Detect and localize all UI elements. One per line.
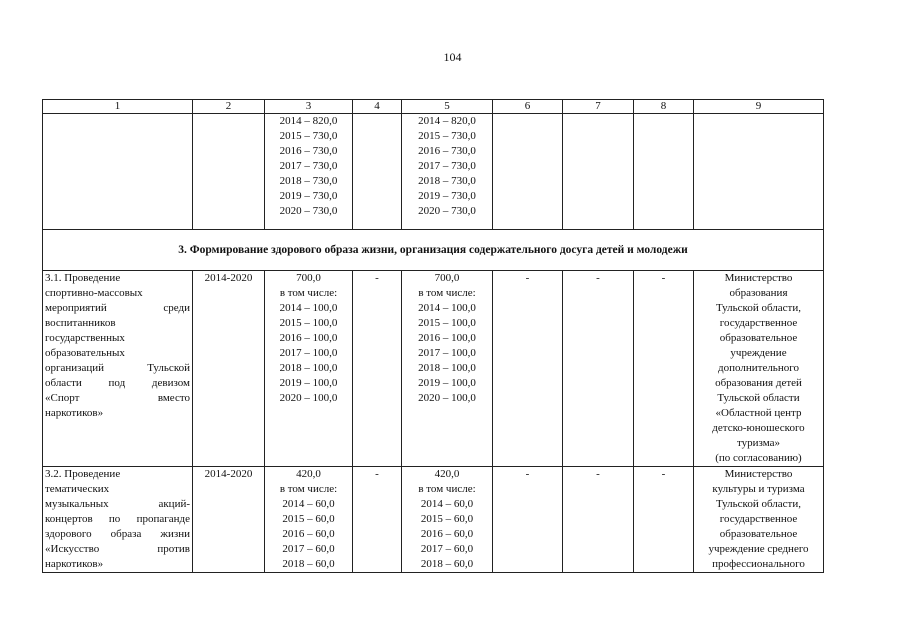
text-line: туризма» — [736, 437, 780, 449]
text-line: организаций Тульской — [45, 362, 190, 374]
text-line: 2015 – 100,0 — [279, 317, 338, 329]
text-line: здорового образа жизни — [45, 528, 190, 540]
text-line: 3.1. Проведение — [45, 272, 121, 284]
regional-funding — [402, 467, 493, 573]
text-line: в том числе: — [418, 287, 476, 299]
text-line: в том числе: — [418, 483, 476, 495]
text-line: 2015 – 100,0 — [418, 317, 476, 329]
program-table — [42, 99, 824, 573]
text-line: 700,0 — [434, 272, 460, 284]
col8-value: - — [634, 467, 694, 573]
text-line: 420,0 — [434, 468, 460, 480]
text-line: культуры и туризма — [712, 483, 805, 495]
text-line: 2016 – 100,0 — [418, 332, 476, 344]
text-line: области под девизом — [45, 377, 190, 389]
text-line: 2016 – 730,0 — [418, 145, 476, 157]
section-title: 3. Формирование здорового образа жизни, организация содержательного досуга детей и молодежи — [43, 230, 824, 271]
funding-by-year — [402, 114, 493, 230]
text-line: 2016 – 730,0 — [279, 145, 338, 157]
text-line: 2018 – 730,0 — [418, 175, 476, 187]
total-funding — [265, 271, 353, 467]
col4-value: - — [353, 271, 402, 467]
text-line: 2018 – 730,0 — [279, 175, 338, 187]
col6-value: - — [493, 271, 563, 467]
column-header: 5 — [402, 100, 493, 114]
text-line: «Спорт вместо — [45, 392, 190, 404]
col8-value: - — [634, 271, 694, 467]
text-line: государственное — [719, 317, 798, 329]
text-line: 2020 – 100,0 — [279, 392, 338, 404]
measure-description — [43, 467, 193, 573]
text-line: 2018 – 60,0 — [420, 558, 474, 570]
text-line: 2017 – 730,0 — [279, 160, 338, 172]
text-line: Министерство — [724, 468, 793, 480]
text-line: 2017 – 100,0 — [279, 347, 338, 359]
text-line: образования детей — [715, 377, 802, 389]
text-line: государственное — [719, 513, 798, 525]
text-line: в том числе: — [279, 287, 338, 299]
text-line: 2020 – 730,0 — [418, 205, 476, 217]
text-line: мероприятий среди — [45, 302, 190, 314]
continuation-row — [43, 114, 824, 230]
column-header: 9 — [694, 100, 824, 114]
text-line: образования — [729, 287, 788, 299]
measure-row — [43, 271, 824, 467]
column-header: 4 — [353, 100, 402, 114]
text-line: 2014 – 820,0 — [418, 115, 476, 127]
column-header: 7 — [563, 100, 634, 114]
text-line: 2016 – 60,0 — [282, 528, 335, 540]
column-header: 6 — [493, 100, 563, 114]
text-line: концертов по пропаганде — [45, 513, 190, 525]
page-number: 104 — [443, 50, 462, 64]
text-line: 2014 – 60,0 — [420, 498, 474, 510]
text-line: образовательное — [719, 528, 798, 540]
text-line: 2019 – 730,0 — [279, 190, 338, 202]
text-line: «Искусство против — [45, 543, 190, 555]
text-line: 420,0 — [296, 468, 321, 480]
responsible-executor — [694, 467, 824, 573]
col6-value: - — [493, 467, 563, 573]
measure-row — [43, 467, 824, 573]
text-line: 2017 – 60,0 — [282, 543, 335, 555]
text-line: 2015 – 60,0 — [420, 513, 474, 525]
col7-value: - — [563, 467, 634, 573]
text-line: 2018 – 60,0 — [282, 558, 335, 570]
text-line: наркотиков» — [45, 407, 104, 419]
period: 2014-2020 — [193, 467, 265, 573]
col7-value: - — [563, 271, 634, 467]
text-line: образовательное — [719, 332, 798, 344]
measure-description — [43, 271, 193, 467]
text-line: учреждение — [730, 347, 787, 359]
text-line: (по согласованию) — [715, 452, 802, 464]
column-header: 2 — [193, 100, 265, 114]
text-line: 2020 – 730,0 — [279, 205, 338, 217]
text-line: учреждение среднего — [708, 543, 809, 555]
text-line: Тульской области — [717, 392, 800, 404]
text-line: 2019 – 100,0 — [418, 377, 476, 389]
text-line: 2015 – 730,0 — [279, 130, 338, 142]
text-line: 2017 – 100,0 — [418, 347, 476, 359]
text-line: образовательных — [45, 347, 125, 359]
text-line: 2014 – 60,0 — [282, 498, 335, 510]
text-line: 2014 – 100,0 — [418, 302, 476, 314]
responsible-executor — [694, 271, 824, 467]
text-line: 2018 – 100,0 — [418, 362, 476, 374]
text-line: тематических — [45, 483, 110, 495]
text-line: государственных — [45, 332, 125, 344]
text-line: музыкальных акций- — [45, 498, 190, 510]
text-line: профессионального — [712, 558, 805, 570]
column-header: 1 — [43, 100, 193, 114]
text-line: 700,0 — [296, 272, 321, 284]
section-row — [43, 230, 824, 271]
column-number-row — [43, 100, 824, 114]
text-line: 2017 – 730,0 — [418, 160, 476, 172]
text-line: 2019 – 730,0 — [418, 190, 476, 202]
col4-value: - — [353, 467, 402, 573]
text-line: спортивно-массовых — [45, 287, 143, 299]
total-funding — [265, 467, 353, 573]
text-line: дополнительного — [718, 362, 799, 374]
text-line: Тульской области, — [715, 498, 802, 510]
text-line: воспитанников — [45, 317, 116, 329]
funding-by-year — [265, 114, 353, 230]
text-line: 2015 – 730,0 — [418, 130, 476, 142]
text-line: Тульской области, — [715, 302, 802, 314]
text-line: 2015 – 60,0 — [282, 513, 335, 525]
text-line: детско-юношеского — [712, 422, 805, 434]
regional-funding — [402, 271, 493, 467]
text-line: в том числе: — [279, 483, 338, 495]
text-line: 3.2. Проведение — [45, 468, 121, 480]
text-line: наркотиков» — [45, 558, 104, 570]
text-line: 2016 – 100,0 — [279, 332, 338, 344]
period: 2014-2020 — [193, 271, 265, 467]
text-line: Министерство — [724, 272, 793, 284]
text-line: 2017 – 60,0 — [420, 543, 474, 555]
text-line: 2020 – 100,0 — [418, 392, 476, 404]
text-line: 2014 – 820,0 — [279, 115, 338, 127]
column-header: 3 — [265, 100, 353, 114]
text-line: 2018 – 100,0 — [279, 362, 338, 374]
column-header: 8 — [634, 100, 694, 114]
text-line: 2019 – 100,0 — [279, 377, 338, 389]
text-line: «Областной центр — [715, 407, 802, 419]
text-line: 2016 – 60,0 — [420, 528, 474, 540]
text-line: 2014 – 100,0 — [279, 302, 338, 314]
